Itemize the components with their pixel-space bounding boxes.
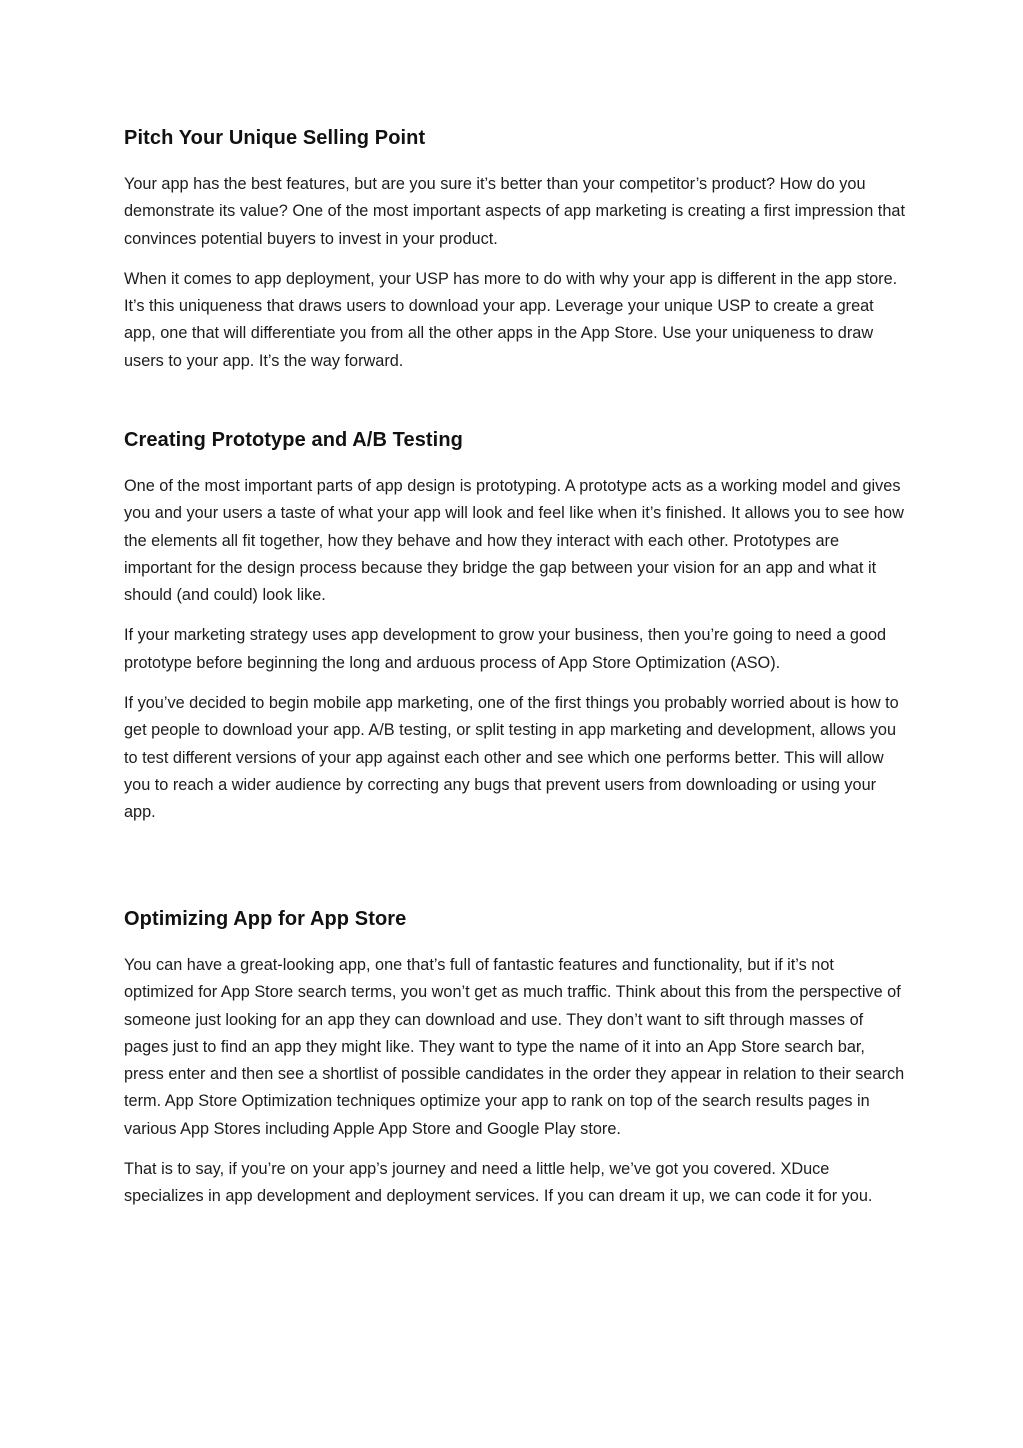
paragraph: If your marketing strategy uses app development to grow your business, then you’re going to need a good prototype before beginning the long and arduous process of App Store Optimization (ASO). (124, 626, 887, 672)
section-app-store-optimization (124, 907, 906, 1224)
paragraph: One of the most important parts of app design is prototyping. A prototype acts as a working model and gives you and your users a taste of what your app will look and feel like when it’s finished. It allows you to see how the elements all fit together, how they behave and how they interact with each other. Prototypes are important for the design process because they bridge the gap between your vision for an app and what it should (and could) look like. (124, 477, 904, 605)
paragraph: If you’ve decided to begin mobile app marketing, one of the first things you probably worried about is how to get people to download your app. A/B testing, or split testing in app marketing and development, allows you to test different versions of your app against each other and see which one performs better. This will allow you to reach a wider audience by correcting any bugs that prevent users from downloading or using your app. (124, 694, 899, 822)
section-heading: Creating Prototype and A/B Testing (124, 429, 463, 451)
section-prototype-ab-testing (124, 428, 906, 840)
section-heading: Optimizing App for App Store (124, 908, 407, 930)
section-heading: Pitch Your Unique Selling Point (124, 127, 426, 149)
paragraph: You can have a great-looking app, one that’s full of fantastic features and functionality, but if it’s not optimized for App Store search terms, you won’t get as much traffic. Think about this from the perspective of someone just looking for an app they can download and use. They don’t want to sift through masses of pages just to find an app they might like. They want to type the name of it into an App Store search bar, press enter and then see a shortlist of possible candidates in the order they appear in relation to their search term. App Store Optimization techniques optimize your app to rank on top of the search results pages in various App Stores including Apple App Store and Google Play store. (124, 956, 905, 1138)
paragraph: Your app has the best features, but are you sure it’s better than your competitor’s product? How do you demonstrate its value? One of the most important aspects of app marketing is creating a first impression that convinces potential buyers to invest in your product. (124, 175, 905, 248)
section-unique-selling-point (124, 126, 906, 388)
paragraph: That is to say, if you’re on your app’s journey and need a little help, we’ve got you covered. XDuce specializes in app development and deployment services. If you can dream it up, we can code it for you. (124, 1160, 873, 1206)
paragraph: When it comes to app deployment, your USP has more to do with why your app is different in the app store. It’s this uniqueness that draws users to download your app. Leverage your unique USP to create a great app, one that will differentiate you from all the other apps in the App Store. Use your uniqueness to draw users to your app. It’s the way forward. (124, 269, 898, 370)
